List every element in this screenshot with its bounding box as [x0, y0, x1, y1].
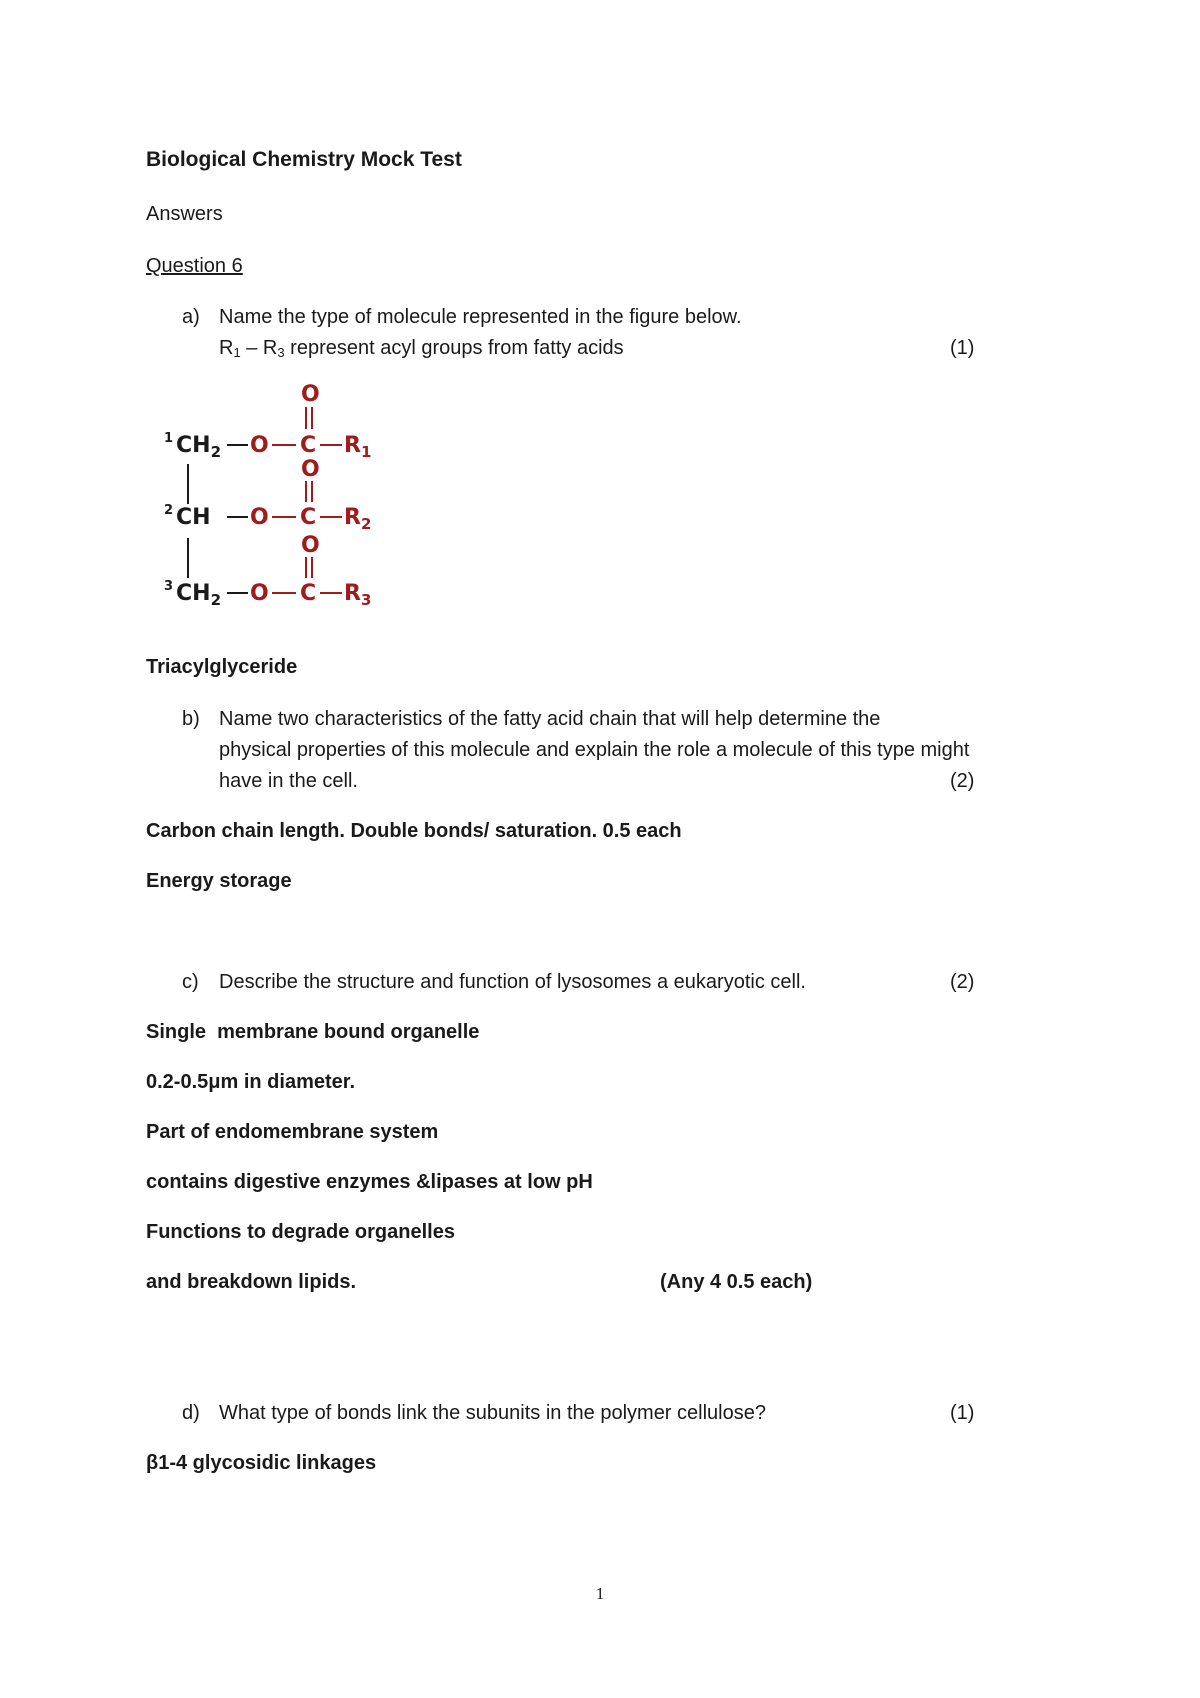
triacylglyceride-structure	[160, 380, 420, 620]
question-b-marks: (2)	[950, 770, 975, 792]
question-c-marker: c)	[182, 971, 199, 993]
question-a-text: Name the type of molecule represented in the figure below.	[219, 306, 742, 328]
carbonyl-oxygen: O	[301, 382, 320, 407]
answer-c-4: contains digestive enzymes &lipases at low pH	[146, 1171, 593, 1193]
r-group-3: $R_3$	[344, 581, 372, 609]
answer-d: β1-4 glycosidic linkages	[146, 1452, 377, 1474]
r-group-1: $R_1$	[344, 433, 372, 461]
question-a-text-line2	[219, 337, 624, 360]
answer-c-3: Part of endomembrane system	[146, 1121, 439, 1143]
question-a-marker: a)	[182, 306, 200, 328]
question-d-text: What type of bonds link the subunits in the polymer cellulose?	[219, 1402, 766, 1424]
position-3: 3	[164, 579, 174, 594]
dash-r: – R	[240, 337, 278, 359]
r-sub: 1	[233, 345, 241, 360]
position-1: 1	[164, 431, 174, 446]
question-b-text-line2: physical properties of this molecule and explain the role a molecule of this type might	[219, 739, 970, 761]
text-rest: represent acyl groups from fatty acids	[284, 337, 624, 359]
question-a-marks: (1)	[950, 337, 975, 359]
backbone-ch2-1: $CH_2$	[176, 433, 221, 461]
carbonyl-carbon: C	[300, 581, 317, 606]
carbonyl-oxygen: O	[301, 533, 320, 558]
section-heading: Question 6	[146, 255, 243, 277]
answer-c-6: and breakdown lipids.	[146, 1271, 357, 1293]
carbonyl-carbon: C	[300, 433, 317, 458]
page-number: 1	[595, 1584, 605, 1603]
answer-c-2: 0.2-0.5μm in diameter.	[146, 1071, 355, 1093]
page-title: Biological Chemistry Mock Test	[146, 148, 462, 171]
backbone-ch-2: CH	[176, 505, 211, 530]
ester-oxygen: O	[250, 505, 269, 530]
subtitle: Answers	[146, 203, 223, 225]
answer-b-2: Energy storage	[146, 870, 292, 892]
question-c-text: Describe the structure and function of lysosomes a eukaryotic cell.	[219, 971, 806, 993]
ester-oxygen: O	[250, 581, 269, 606]
r-label: R	[219, 337, 234, 359]
answer-c-1: Single membrane bound organelle	[146, 1021, 480, 1043]
structure-row-1	[164, 382, 371, 461]
question-d-marks: (1)	[950, 1402, 975, 1424]
question-d-marker: d)	[182, 1402, 200, 1424]
answer-c-5: Functions to degrade organelles	[146, 1221, 455, 1243]
structure-row-2	[164, 457, 371, 533]
question-b-text-line3: have in the cell.	[219, 770, 358, 792]
r-group-2: $R_2$	[344, 505, 372, 533]
r-sub: 3	[277, 345, 285, 360]
question-b-text: Name two characteristics of the fatty acid chain that will help determine the	[219, 708, 881, 730]
ester-oxygen: O	[250, 433, 269, 458]
position-2: 2	[164, 503, 174, 518]
question-b-marker: b)	[182, 708, 200, 730]
backbone-ch2-3: $CH_2$	[176, 581, 221, 609]
answer-c-marks-note: (Any 4 0.5 each)	[660, 1271, 813, 1293]
carbonyl-carbon: C	[300, 505, 317, 530]
question-c-marks: (2)	[950, 971, 975, 993]
structure-row-3	[164, 533, 371, 609]
answer-a: Triacylglyceride	[146, 656, 298, 678]
answer-b-1: Carbon chain length. Double bonds/ saturation. 0.5 each	[146, 820, 682, 842]
carbonyl-oxygen: O	[301, 457, 320, 482]
